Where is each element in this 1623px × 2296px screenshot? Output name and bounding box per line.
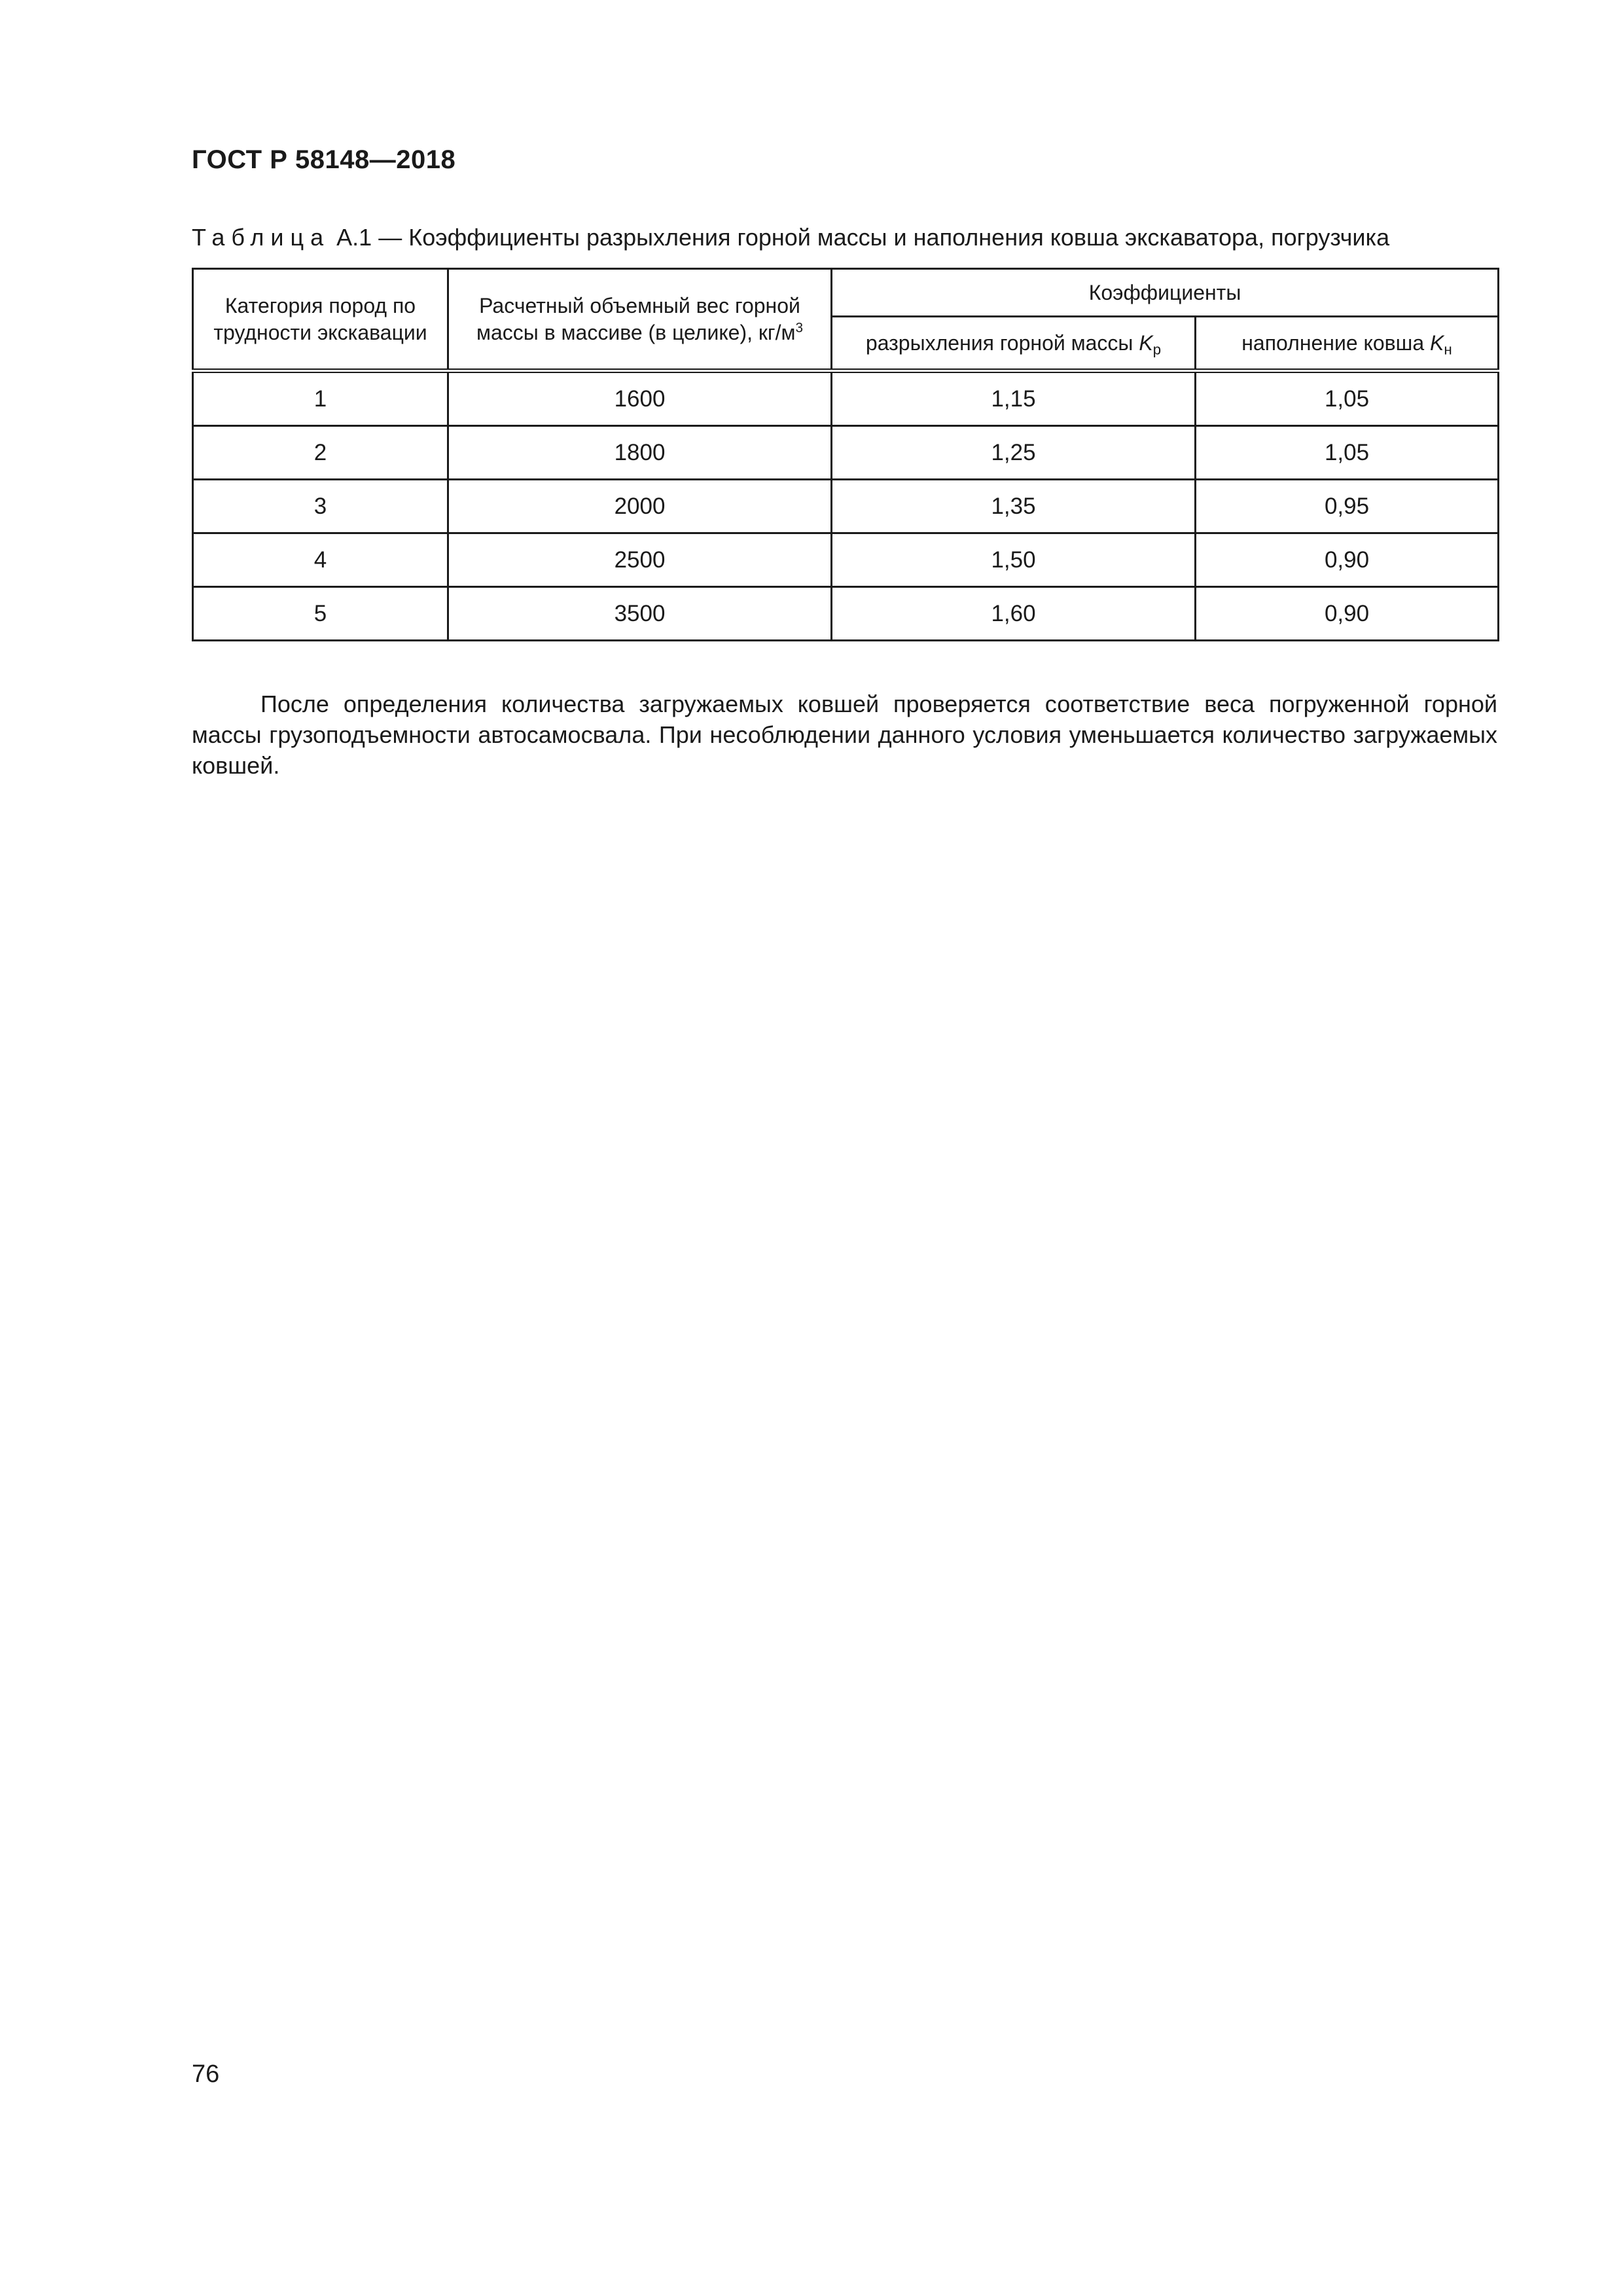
cell-filling: 1,05	[1196, 426, 1499, 480]
cell-category: 3	[193, 480, 448, 533]
table-caption-title: Коэффициенты разрыхления горной массы и наполнения ковша экскаватора, погрузчика	[408, 224, 1390, 251]
cell-filling: 0,90	[1196, 587, 1499, 641]
table-caption	[192, 224, 1501, 251]
cell-loosening: 1,25	[832, 426, 1196, 480]
header-filling: наполнение ковша $K_н$	[1196, 317, 1499, 371]
cell-weight: 2000	[448, 480, 832, 533]
cell-weight: 3500	[448, 587, 832, 641]
cell-weight: 1600	[448, 371, 832, 426]
cell-filling: 0,95	[1196, 480, 1499, 533]
cell-loosening: 1,60	[832, 587, 1196, 641]
page-number: 76	[192, 2060, 220, 2088]
cell-filling: 1,05	[1196, 371, 1499, 426]
table-row	[193, 480, 1499, 533]
header-weight: Расчетный объемный вес горной массы в массиве (в целике), $кг/м^3$	[448, 269, 832, 371]
body-paragraph: После определения количества загружаемых ковшей проверяется соответствие веса погруженной горной массы грузоподъемности автосамосвала. При несоблюдении данного условия уменьшается количество загружаемых ковшей.	[192, 691, 1497, 779]
document-header: ГОСТ Р 58148—2018	[192, 145, 456, 174]
table-caption-dash: —	[378, 224, 402, 251]
cell-weight: 1800	[448, 426, 832, 480]
table-row	[193, 533, 1499, 587]
coefficients-table	[192, 268, 1499, 641]
table-caption-label: Таблица	[192, 224, 330, 251]
cell-loosening: 1,35	[832, 480, 1196, 533]
cell-category: 4	[193, 533, 448, 587]
header-loosening: разрыхления горной массы $K_р$	[832, 317, 1196, 371]
cell-loosening: 1,50	[832, 533, 1196, 587]
cell-filling: 0,90	[1196, 533, 1499, 587]
table-row	[193, 426, 1499, 480]
table-row	[193, 587, 1499, 641]
cell-loosening: 1,15	[832, 371, 1196, 426]
header-coefficients: Коэффициенты	[832, 269, 1499, 317]
cell-category: 1	[193, 371, 448, 426]
cell-category: 5	[193, 587, 448, 641]
table-caption-number: А.1	[336, 224, 372, 251]
table-row	[193, 371, 1499, 426]
header-category: Категория пород по трудности экскавации	[193, 269, 448, 371]
cell-category: 2	[193, 426, 448, 480]
cell-weight: 2500	[448, 533, 832, 587]
